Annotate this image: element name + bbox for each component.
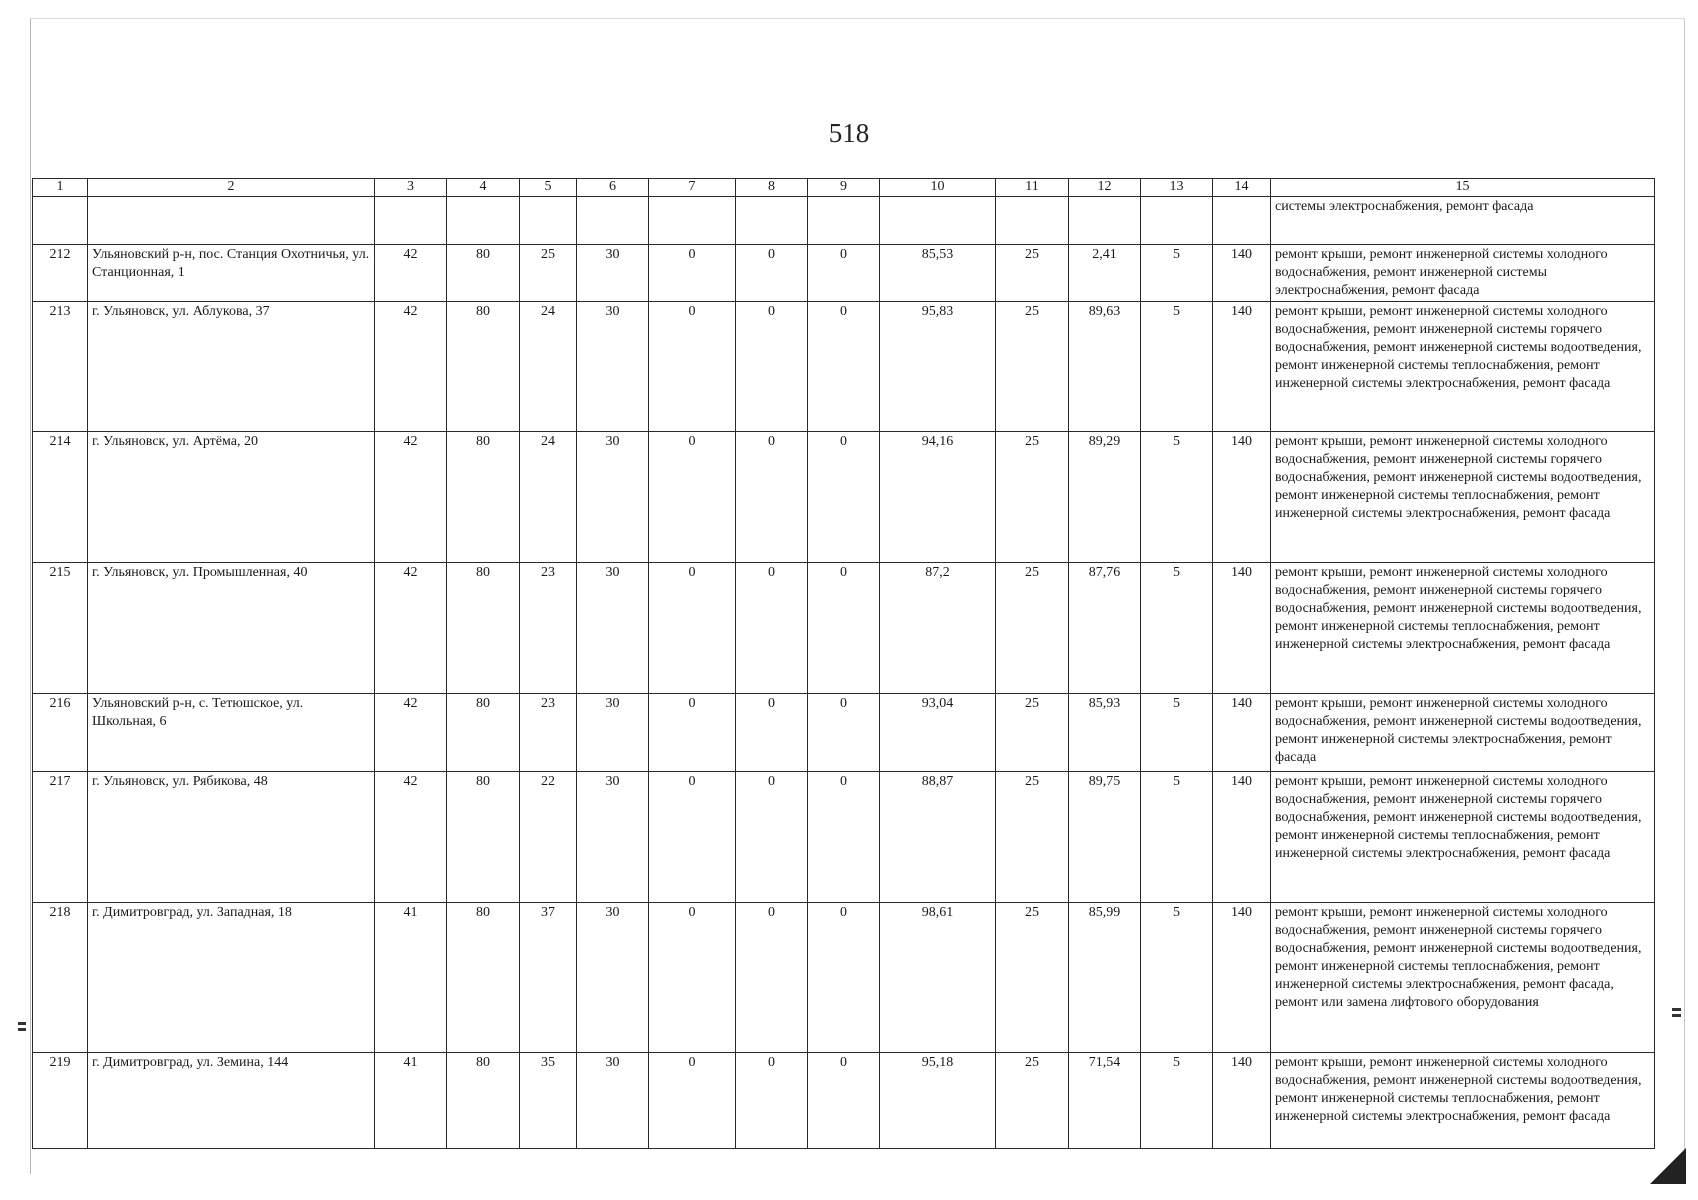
value-cell: 41: [375, 903, 447, 1053]
column-header: 4: [447, 179, 520, 197]
value-cell: 0: [649, 1053, 736, 1149]
table-row: [33, 302, 1655, 432]
value-cell: 85,93: [1069, 694, 1141, 772]
value-cell: 5: [1141, 302, 1213, 432]
value-cell: 89,63: [1069, 302, 1141, 432]
table-body: [33, 197, 1655, 1149]
value-cell: 140: [1213, 1053, 1271, 1149]
column-header: 2: [88, 179, 375, 197]
value-cell: 87,76: [1069, 563, 1141, 694]
column-header: 5: [520, 179, 577, 197]
value-cell: 30: [577, 772, 649, 903]
row-number-cell: 216: [33, 694, 88, 772]
table-row: [33, 245, 1655, 302]
value-cell: 5: [1141, 772, 1213, 903]
address-cell: г. Ульяновск, ул. Артёма, 20: [88, 432, 375, 563]
value-cell: 5: [1141, 1053, 1213, 1149]
column-header: 3: [375, 179, 447, 197]
value-cell: 25: [996, 1053, 1069, 1149]
value-cell: 0: [808, 432, 880, 563]
value-cell: 42: [375, 694, 447, 772]
value-cell: 0: [808, 903, 880, 1053]
value-cell: 30: [577, 1053, 649, 1149]
value-cell: 140: [1213, 903, 1271, 1053]
address-cell: г. Ульяновск, ул. Аблукова, 37: [88, 302, 375, 432]
table-row: [33, 1053, 1655, 1149]
value-cell: 140: [1213, 302, 1271, 432]
value-cell: 5: [1141, 694, 1213, 772]
value-cell: 30: [577, 694, 649, 772]
value-cell: 80: [447, 694, 520, 772]
value-cell: 140: [1213, 772, 1271, 903]
value-cell: 24: [520, 302, 577, 432]
value-cell: 0: [808, 694, 880, 772]
address-cell: Ульяновский р-н, с. Тетюшское, ул. Школьная, 6: [88, 694, 375, 772]
row-number-cell: 215: [33, 563, 88, 694]
scan-mark: [18, 1028, 26, 1031]
value-cell: 25: [520, 245, 577, 302]
value-cell: 140: [1213, 432, 1271, 563]
value-cell: 71,54: [1069, 1053, 1141, 1149]
address-cell: г. Ульяновск, ул. Рябикова, 48: [88, 772, 375, 903]
value-cell: 5: [1141, 432, 1213, 563]
value-cell: 5: [1141, 903, 1213, 1053]
value-cell: [447, 197, 520, 245]
work-types-cell: ремонт крыши, ремонт инженерной системы холодного водоснабжения, ремонт инженерной системы горячего водоснабжения, ремонт инженерной системы водоотведения, ремонт инженерной системы теплоснабжения, ремонт инженерной системы электроснабжения, ремонт фасада: [1271, 563, 1655, 694]
value-cell: 89,75: [1069, 772, 1141, 903]
value-cell: 85,99: [1069, 903, 1141, 1053]
value-cell: [1069, 197, 1141, 245]
value-cell: 25: [996, 563, 1069, 694]
value-cell: [1213, 197, 1271, 245]
row-number-cell: [33, 197, 88, 245]
value-cell: 88,87: [880, 772, 996, 903]
value-cell: 25: [996, 772, 1069, 903]
value-cell: 0: [736, 432, 808, 563]
work-types-cell: ремонт крыши, ремонт инженерной системы холодного водоснабжения, ремонт инженерной системы горячего водоснабжения, ремонт инженерной системы водоотведения, ремонт инженерной системы теплоснабжения, ремонт инженерной системы электроснабжения, ремонт фасада, ремонт или замена лифтового оборудования: [1271, 903, 1655, 1053]
value-cell: 41: [375, 1053, 447, 1149]
value-cell: 0: [736, 302, 808, 432]
work-types-cell: ремонт крыши, ремонт инженерной системы холодного водоснабжения, ремонт инженерной системы водоотведения, ремонт инженерной системы электроснабжения, ремонт фасада: [1271, 694, 1655, 772]
value-cell: 25: [996, 694, 1069, 772]
value-cell: 80: [447, 903, 520, 1053]
value-cell: 85,53: [880, 245, 996, 302]
value-cell: 0: [736, 245, 808, 302]
address-cell: г. Димитровград, ул. Западная, 18: [88, 903, 375, 1053]
value-cell: 0: [736, 772, 808, 903]
row-number-cell: 214: [33, 432, 88, 563]
value-cell: 23: [520, 694, 577, 772]
value-cell: 0: [649, 563, 736, 694]
column-header: 8: [736, 179, 808, 197]
value-cell: 37: [520, 903, 577, 1053]
value-cell: [808, 197, 880, 245]
value-cell: 140: [1213, 563, 1271, 694]
value-cell: 5: [1141, 245, 1213, 302]
value-cell: 80: [447, 302, 520, 432]
value-cell: 0: [736, 563, 808, 694]
value-cell: 0: [808, 1053, 880, 1149]
table-row: [33, 694, 1655, 772]
work-types-cell: системы электроснабжения, ремонт фасада: [1271, 197, 1655, 245]
value-cell: 25: [996, 432, 1069, 563]
address-cell: г. Димитровград, ул. Земина, 144: [88, 1053, 375, 1149]
value-cell: 25: [996, 245, 1069, 302]
value-cell: 0: [736, 1053, 808, 1149]
value-cell: 25: [996, 302, 1069, 432]
value-cell: 93,04: [880, 694, 996, 772]
work-types-cell: ремонт крыши, ремонт инженерной системы холодного водоснабжения, ремонт инженерной системы горячего водоснабжения, ремонт инженерной системы водоотведения, ремонт инженерной системы теплоснабжения, ремонт инженерной системы электроснабжения, ремонт фасада: [1271, 302, 1655, 432]
value-cell: 87,2: [880, 563, 996, 694]
column-header: 9: [808, 179, 880, 197]
value-cell: 42: [375, 563, 447, 694]
value-cell: 0: [736, 694, 808, 772]
value-cell: 42: [375, 302, 447, 432]
value-cell: 0: [649, 772, 736, 903]
column-header: 15: [1271, 179, 1655, 197]
table-row: [33, 432, 1655, 563]
work-types-cell: ремонт крыши, ремонт инженерной системы холодного водоснабжения, ремонт инженерной системы горячего водоснабжения, ремонт инженерной системы водоотведения, ремонт инженерной системы теплоснабжения, ремонт инженерной системы электроснабжения, ремонт фасада: [1271, 772, 1655, 903]
page-number: 518: [828, 118, 870, 148]
row-number-cell: 219: [33, 1053, 88, 1149]
value-cell: 42: [375, 245, 447, 302]
table-row: [33, 197, 1655, 245]
work-types-cell: ремонт крыши, ремонт инженерной системы холодного водоснабжения, ремонт инженерной системы водоотведения, ремонт инженерной системы теплоснабжения, ремонт инженерной системы электроснабжения, ремонт фасада: [1271, 1053, 1655, 1149]
value-cell: 5: [1141, 563, 1213, 694]
column-header: 14: [1213, 179, 1271, 197]
value-cell: 80: [447, 1053, 520, 1149]
column-header: 13: [1141, 179, 1213, 197]
value-cell: 30: [577, 302, 649, 432]
column-header: 10: [880, 179, 996, 197]
value-cell: [577, 197, 649, 245]
address-cell: [88, 197, 375, 245]
value-cell: 80: [447, 563, 520, 694]
value-cell: 95,83: [880, 302, 996, 432]
value-cell: 0: [649, 302, 736, 432]
scan-mark: [18, 1022, 26, 1025]
column-header: 7: [649, 179, 736, 197]
row-number-cell: 217: [33, 772, 88, 903]
value-cell: 24: [520, 432, 577, 563]
column-header: 11: [996, 179, 1069, 197]
value-cell: 95,18: [880, 1053, 996, 1149]
table-row: [33, 563, 1655, 694]
value-cell: 0: [649, 694, 736, 772]
value-cell: 98,61: [880, 903, 996, 1053]
value-cell: 30: [577, 432, 649, 563]
column-header: 6: [577, 179, 649, 197]
scan-mark: [1672, 1014, 1681, 1017]
scan-mark: [1672, 1008, 1681, 1011]
value-cell: 0: [649, 432, 736, 563]
value-cell: 42: [375, 772, 447, 903]
row-number-cell: 213: [33, 302, 88, 432]
value-cell: 0: [808, 245, 880, 302]
row-number-cell: 212: [33, 245, 88, 302]
value-cell: 0: [808, 302, 880, 432]
page-corner-mark: [1650, 1148, 1686, 1184]
value-cell: 140: [1213, 694, 1271, 772]
address-cell: Ульяновский р-н, пос. Станция Охотничья, ул. Станционная, 1: [88, 245, 375, 302]
value-cell: [736, 197, 808, 245]
value-cell: 80: [447, 245, 520, 302]
repair-program-table: [32, 178, 1655, 1149]
value-cell: 35: [520, 1053, 577, 1149]
table-row: [33, 772, 1655, 903]
row-number-cell: 218: [33, 903, 88, 1053]
value-cell: [1141, 197, 1213, 245]
value-cell: 23: [520, 563, 577, 694]
value-cell: 42: [375, 432, 447, 563]
value-cell: 30: [577, 903, 649, 1053]
value-cell: 0: [649, 245, 736, 302]
value-cell: 140: [1213, 245, 1271, 302]
work-types-cell: ремонт крыши, ремонт инженерной системы холодного водоснабжения, ремонт инженерной системы горячего водоснабжения, ремонт инженерной системы водоотведения, ремонт инженерной системы теплоснабжения, ремонт инженерной системы электроснабжения, ремонт фасада: [1271, 432, 1655, 563]
address-cell: г. Ульяновск, ул. Промышленная, 40: [88, 563, 375, 694]
work-types-cell: ремонт крыши, ремонт инженерной системы холодного водоснабжения, ремонт инженерной системы электроснабжения, ремонт фасада: [1271, 245, 1655, 302]
value-cell: [520, 197, 577, 245]
value-cell: 30: [577, 563, 649, 694]
value-cell: 89,29: [1069, 432, 1141, 563]
value-cell: 25: [996, 903, 1069, 1053]
value-cell: 2,41: [1069, 245, 1141, 302]
value-cell: 30: [577, 245, 649, 302]
column-header: 1: [33, 179, 88, 197]
column-header: 12: [1069, 179, 1141, 197]
value-cell: 80: [447, 432, 520, 563]
value-cell: 0: [649, 903, 736, 1053]
value-cell: [649, 197, 736, 245]
value-cell: [375, 197, 447, 245]
value-cell: [996, 197, 1069, 245]
value-cell: 94,16: [880, 432, 996, 563]
value-cell: [880, 197, 996, 245]
value-cell: 0: [808, 563, 880, 694]
value-cell: 80: [447, 772, 520, 903]
table-row: [33, 903, 1655, 1053]
value-cell: 22: [520, 772, 577, 903]
header-row: [33, 179, 1655, 197]
value-cell: 0: [736, 903, 808, 1053]
value-cell: 0: [808, 772, 880, 903]
